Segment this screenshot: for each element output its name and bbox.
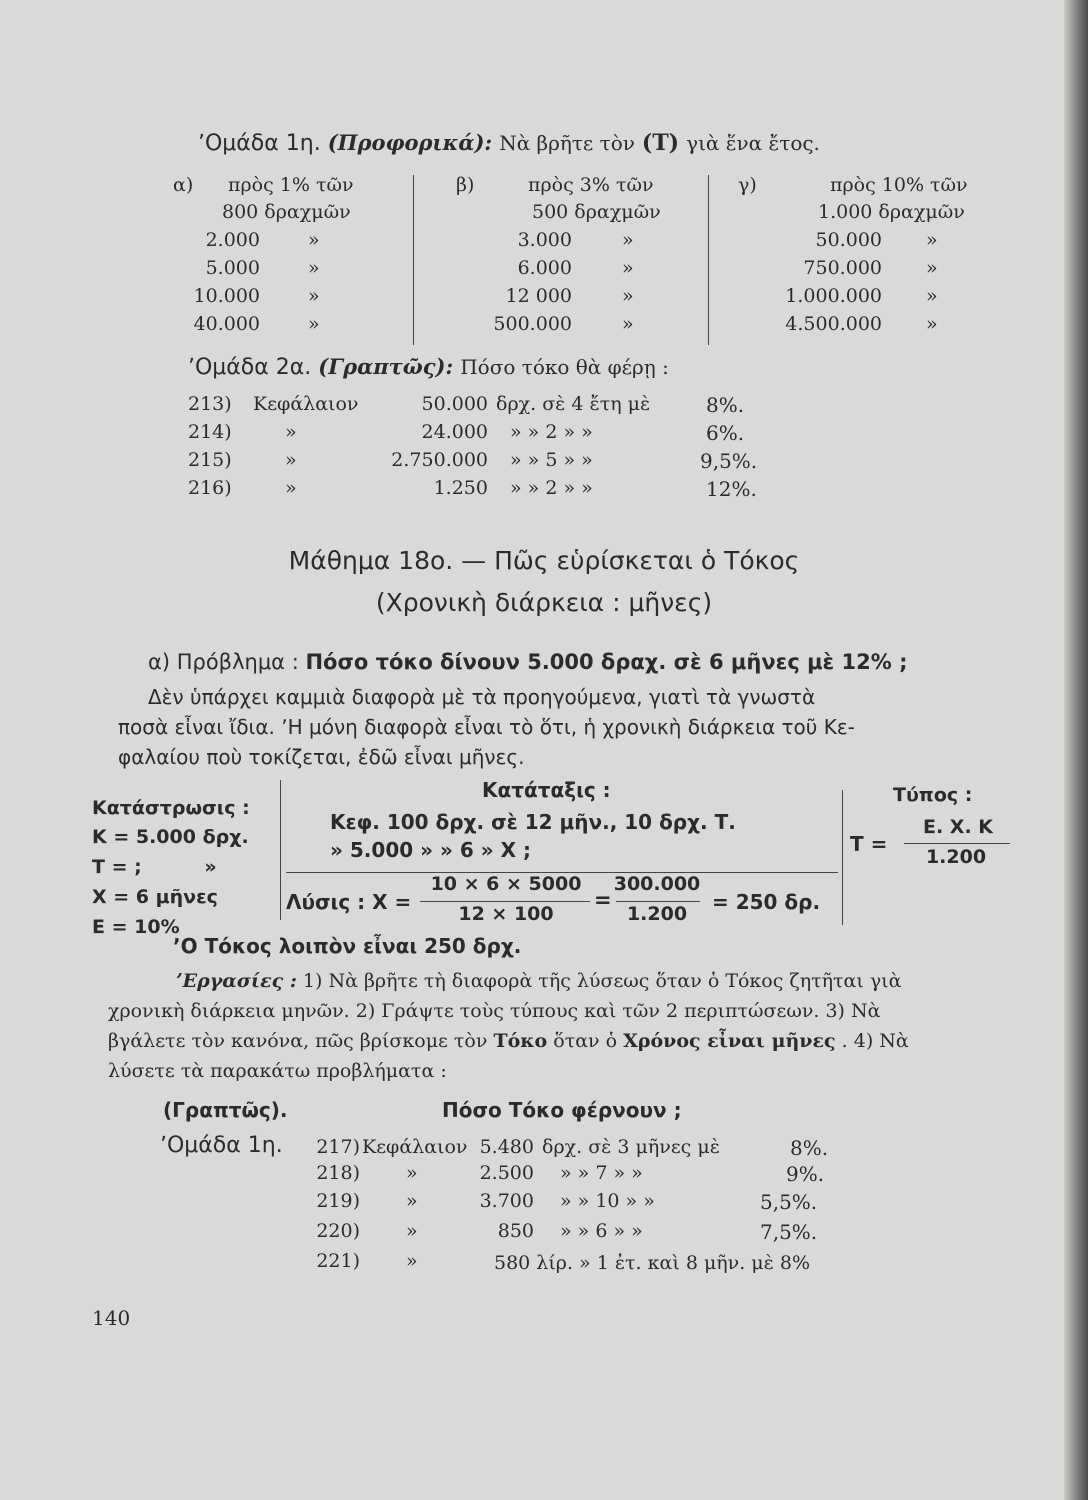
rate: 12%. — [706, 477, 757, 501]
ditto-mark: » — [622, 257, 634, 279]
ditto-mark: » — [308, 257, 320, 279]
conclusion-line: ʼΟ Τόκος λοιπὸν εἶναι 250 δρχ. — [173, 934, 522, 958]
row-label: » — [285, 449, 297, 471]
row-label: » — [406, 1190, 418, 1212]
col-value: 50.000 — [815, 229, 882, 251]
col-label: β) — [456, 174, 475, 196]
col-header: 800 δραχμῶν — [222, 201, 351, 223]
problem-statement: α) Πρόβλημα : Πόσο τόκο δίνουν 5.000 δραχ. σὲ 6 μῆνες μὲ 12% ; — [148, 650, 908, 674]
ditto-mark: » — [622, 285, 634, 307]
fraction-numerator: 10 × 6 × 5000 — [430, 873, 582, 895]
column-divider — [413, 175, 414, 345]
col-value: 5.000 — [205, 257, 260, 279]
column-divider — [708, 175, 709, 345]
given-value: Ε = 10% — [92, 916, 180, 938]
col-value: 1.000.000 — [785, 285, 882, 307]
col-label: α) — [173, 174, 194, 196]
col-value: 500.000 — [493, 313, 572, 335]
explanation-paragraph: Δὲν ὑπάρχει καμμιὰ διαφορὰ μὲ τὰ προηγούμενα, γιατὶ τὰ γνωστὰ ποσὰ εἶναι ἴδια. ʼΗ μόνη διαφορὰ εἶναι τὸ ὅτι, ἡ χρονικὴ διάρκεια τοῦ Κε- φαλαίου ποὺ τοκίζεται, ἐδῶ εἶναι μῆνες. — [118, 685, 855, 769]
col-header: πρὸς 3% τῶν — [528, 174, 654, 196]
rate: 7,5%. — [760, 1220, 818, 1244]
row-text: » » 7 » » — [560, 1162, 643, 1184]
formula-denominator: 1.200 — [925, 846, 987, 868]
problem-number: 221) — [316, 1250, 360, 1272]
row-text: » » 5 » » — [510, 449, 593, 471]
lesson-title: Μάθημα 18ο. — Πῶς εὑρίσκεται ὁ Τόκος — [288, 546, 800, 575]
col-header: 500 δραχμῶν — [532, 201, 661, 223]
ditto-mark: » — [308, 313, 320, 335]
col-value: 12 000 — [505, 285, 572, 307]
fraction-denominator: 1.200 — [626, 903, 688, 925]
row-text: δρχ. σὲ 4 ἔτη μὲ — [496, 393, 651, 415]
ditto-mark: » — [622, 229, 634, 251]
amount: 3.700 — [479, 1190, 534, 1212]
rate: 8%. — [706, 393, 745, 417]
page-edge — [1064, 0, 1088, 1500]
amount: 1.250 — [433, 477, 488, 499]
layout-middle-title: Κατάταξις : — [482, 778, 611, 802]
fraction-bar — [420, 901, 590, 902]
row-label: Κεφάλαιον — [362, 1136, 468, 1158]
result-value: = 250 δρ. — [712, 890, 821, 914]
col-value: 40.000 — [193, 313, 260, 335]
row-label: » — [406, 1250, 418, 1272]
row-label: Κεφάλαιον — [253, 393, 359, 415]
solution-label: Λύσις : Χ = — [286, 890, 412, 914]
row-label: » — [285, 421, 297, 443]
given-value: Χ = 6 μῆνες — [92, 886, 218, 908]
ditto-mark: » — [926, 285, 938, 307]
arrangement-line: Κεφ. 100 δρχ. σὲ 12 μῆν., 10 δρχ. Τ. — [330, 810, 736, 834]
amount: 2.750.000 — [391, 449, 488, 471]
col-header: 1.000 δραχμῶν — [818, 201, 965, 223]
amount: 50.000 — [421, 393, 488, 415]
problem-number: 216) — [188, 477, 232, 499]
problem-number: 217) — [316, 1136, 360, 1158]
page-number: 140 — [92, 1306, 131, 1330]
fraction-numerator: 300.000 — [613, 873, 701, 895]
fraction-denominator: 12 × 100 — [458, 903, 554, 925]
lesson-subtitle: (Χρονικὴ διάρκεια : μῆνες) — [375, 588, 713, 617]
rate: 9%. — [786, 1162, 825, 1186]
panel-divider — [842, 790, 843, 925]
amount: 850 — [497, 1220, 534, 1242]
formula-lhs: Τ = — [850, 832, 888, 856]
problem-number: 218) — [316, 1162, 360, 1184]
col-value: 750.000 — [803, 257, 882, 279]
row-text: » » 6 » » — [560, 1220, 643, 1242]
ditto-mark: » — [204, 856, 217, 878]
row-text: » » 2 » » — [510, 477, 593, 499]
group2a-heading: ʼΟμάδα 2α. (Γραπτῶς): Πόσο τόκο θὰ φέρῃ : — [188, 354, 669, 380]
amount: 2.500 — [479, 1162, 534, 1184]
formula-numerator: Ε. Χ. Κ — [922, 816, 994, 838]
ditto-mark: » — [926, 229, 938, 251]
group1-heading: ʼΟμάδα 1η. (Προφορικά): Νὰ βρῆτε τὸν (Τ) γιὰ ἕνα ἔτος. — [198, 130, 820, 156]
col-header: πρὸς 1% τῶν — [228, 174, 354, 196]
problem-number: 219) — [316, 1190, 360, 1212]
amount: 5.480 — [479, 1136, 534, 1158]
given-value: Τ = ; — [92, 856, 142, 878]
group1h-mode: (Γραπτῶς). — [163, 1098, 288, 1122]
problem-number: 213) — [188, 393, 232, 415]
ditto-mark: » — [308, 285, 320, 307]
tasks-paragraph: ʼΕργασίες : 1) Νὰ βρῆτε τὴ διαφορὰ τῆς λύσεως ὅταν ὁ Τόκος ζητῆται γιὰ χρονικὴ διάρκεια μηνῶν. 2) Γράψτε τοὺς τύπους καὶ τῶν 2 περιπτώσεων. 3) Νὰ βγάλετε τὸν κανόνα, πῶς βρίσκομε τὸν Τόκο ὅταν ὁ Χρόνος εἶναι μῆνες . 4) Νὰ λύσετε τὰ παρακάτω προβλήματα : — [108, 970, 909, 1082]
layout-right-title: Τύπος : — [893, 784, 973, 806]
fraction-bar — [616, 901, 700, 902]
col-value: 4.500.000 — [785, 313, 882, 335]
ditto-mark: » — [622, 313, 634, 335]
rate: 6%. — [706, 421, 745, 445]
ditto-mark: » — [926, 313, 938, 335]
col-value: 6.000 — [517, 257, 572, 279]
row-label: » — [406, 1220, 418, 1242]
amount: 24.000 — [421, 421, 488, 443]
arrangement-line: » 5.000 » » 6 » Χ ; — [330, 838, 532, 862]
col-header: πρὸς 10% τῶν — [830, 174, 968, 196]
group1h-question: Πόσο Τόκο φέρνουν ; — [442, 1098, 682, 1122]
col-value: 10.000 — [193, 285, 260, 307]
row-text: 580 λίρ. » 1 ἐτ. καὶ 8 μῆν. μὲ 8% — [494, 1252, 811, 1274]
panel-divider — [280, 780, 281, 920]
col-value: 3.000 — [517, 229, 572, 251]
row-text: » » 10 » » — [560, 1190, 655, 1212]
row-label: » — [406, 1162, 418, 1184]
formula-bar — [904, 843, 1010, 844]
col-label: γ) — [738, 174, 757, 196]
ditto-mark: » — [926, 257, 938, 279]
rate: 9,5%. — [700, 449, 758, 473]
row-text: δρχ. σὲ 3 μῆνες μὲ — [542, 1136, 720, 1158]
problem-number: 220) — [316, 1220, 360, 1242]
ditto-mark: » — [308, 229, 320, 251]
col-value: 2.000 — [205, 229, 260, 251]
given-value: Κ = 5.000 δρχ. — [92, 826, 249, 848]
rate: 8%. — [790, 1136, 829, 1160]
equals-sign: = — [594, 888, 612, 912]
row-text: » » 2 » » — [510, 421, 593, 443]
rate: 5,5%. — [760, 1190, 818, 1214]
problem-number: 215) — [188, 449, 232, 471]
layout-left-title: Κατάστρωσις : — [92, 797, 250, 819]
row-label: » — [285, 477, 297, 499]
problem-number: 214) — [188, 421, 232, 443]
group1h-title: ʼΟμάδα 1η. — [160, 1133, 283, 1158]
